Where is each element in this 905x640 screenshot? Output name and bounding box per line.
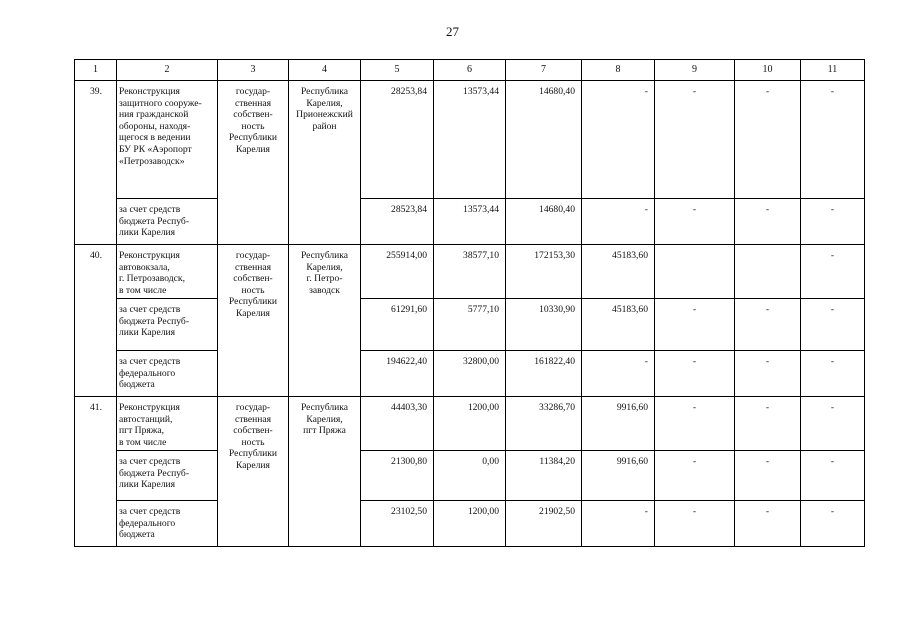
value-c8: 9916,60 [582,397,655,451]
value-c11: - [801,351,865,397]
item-name: Реконструкция защитного сооруже- ния гражданской обороны, находя- щегося в ведении БУ РК «Аэропорт «Петрозаводск» [117,81,218,199]
column-header: 10 [735,60,801,81]
column-header: 3 [218,60,289,81]
value-c11: - [801,245,865,299]
value-c6: 5777,10 [434,299,506,351]
item-number: 39. [75,81,117,245]
value-c8: - [582,81,655,199]
value-c8: - [582,351,655,397]
column-header: 4 [289,60,361,81]
location: Республика Карелия, пгт Пряжа [289,397,361,547]
value-c11: - [801,299,865,351]
value-c5: 44403,30 [361,397,434,451]
location: Республика Карелия, г. Петро- заводск [289,245,361,397]
column-header: 5 [361,60,434,81]
value-c7: 172153,30 [506,245,582,299]
value-c7: 21902,50 [506,501,582,547]
item-name: за счет средств федерального бюджета [117,351,218,397]
value-c8: - [582,199,655,245]
value-c9: - [655,351,735,397]
column-header: 7 [506,60,582,81]
ownership-type: государ- ственная собствен- ность Республики Карелия [218,245,289,397]
table-row [75,351,865,397]
column-header: 2 [117,60,218,81]
item-number: 40. [75,245,117,397]
value-c7: 11384,20 [506,451,582,501]
value-c7: 161822,40 [506,351,582,397]
page-number: 27 [446,24,459,39]
value-c9 [655,245,735,299]
value-c10: - [735,451,801,501]
value-c6: 32800,00 [434,351,506,397]
value-c5: 21300,80 [361,451,434,501]
investment-table [74,59,865,547]
value-c6: 1200,00 [434,397,506,451]
table-row [75,397,865,451]
value-c11: - [801,81,865,199]
value-c6: 13573,44 [434,81,506,199]
value-c9: - [655,199,735,245]
item-name: Реконструкция автостанций, пгт Пряжа, в том числе [117,397,218,451]
column-header: 1 [75,60,117,81]
value-c8: 45183,60 [582,299,655,351]
value-c11: - [801,501,865,547]
value-c7: 10330,90 [506,299,582,351]
value-c9: - [655,397,735,451]
value-c5: 28523,84 [361,199,434,245]
value-c9: - [655,501,735,547]
value-c9: - [655,299,735,351]
table-row [75,81,865,199]
column-header: 11 [801,60,865,81]
column-header: 8 [582,60,655,81]
column-header: 9 [655,60,735,81]
table-row [75,501,865,547]
value-c6: 38577,10 [434,245,506,299]
table-row [75,245,865,299]
item-name: за счет средств бюджета Респуб- лики Карелия [117,451,218,501]
item-name: за счет средств федерального бюджета [117,501,218,547]
table-row [75,299,865,351]
value-c9: - [655,451,735,501]
value-c5: 28253,84 [361,81,434,199]
table-header-row [75,60,865,81]
value-c5: 194622,40 [361,351,434,397]
value-c11: - [801,199,865,245]
value-c10: - [735,81,801,199]
value-c9: - [655,81,735,199]
value-c7: 14680,40 [506,199,582,245]
value-c5: 61291,60 [361,299,434,351]
value-c7: 14680,40 [506,81,582,199]
value-c5: 23102,50 [361,501,434,547]
value-c6: 13573,44 [434,199,506,245]
column-header: 6 [434,60,506,81]
value-c10 [735,245,801,299]
value-c10: - [735,397,801,451]
value-c10: - [735,299,801,351]
value-c10: - [735,501,801,547]
value-c10: - [735,199,801,245]
item-name: за счет средств бюджета Респуб- лики Карелия [117,199,218,245]
value-c8: 9916,60 [582,451,655,501]
value-c11: - [801,397,865,451]
value-c6: 1200,00 [434,501,506,547]
ownership-type: государ- ственная собствен- ность Республики Карелия [218,81,289,245]
ownership-type: государ- ственная собствен- ность Республики Карелия [218,397,289,547]
value-c5: 255914,00 [361,245,434,299]
table-row [75,451,865,501]
table-row [75,199,865,245]
value-c11: - [801,451,865,501]
value-c8: - [582,501,655,547]
location: Республика Карелия, Прионежский район [289,81,361,245]
value-c6: 0,00 [434,451,506,501]
value-c7: 33286,70 [506,397,582,451]
value-c10: - [735,351,801,397]
item-number: 41. [75,397,117,547]
item-name: Реконструкция автовокзала, г. Петрозаводск, в том числе [117,245,218,299]
item-name: за счет средств бюджета Респуб- лики Карелия [117,299,218,351]
value-c8: 45183,60 [582,245,655,299]
